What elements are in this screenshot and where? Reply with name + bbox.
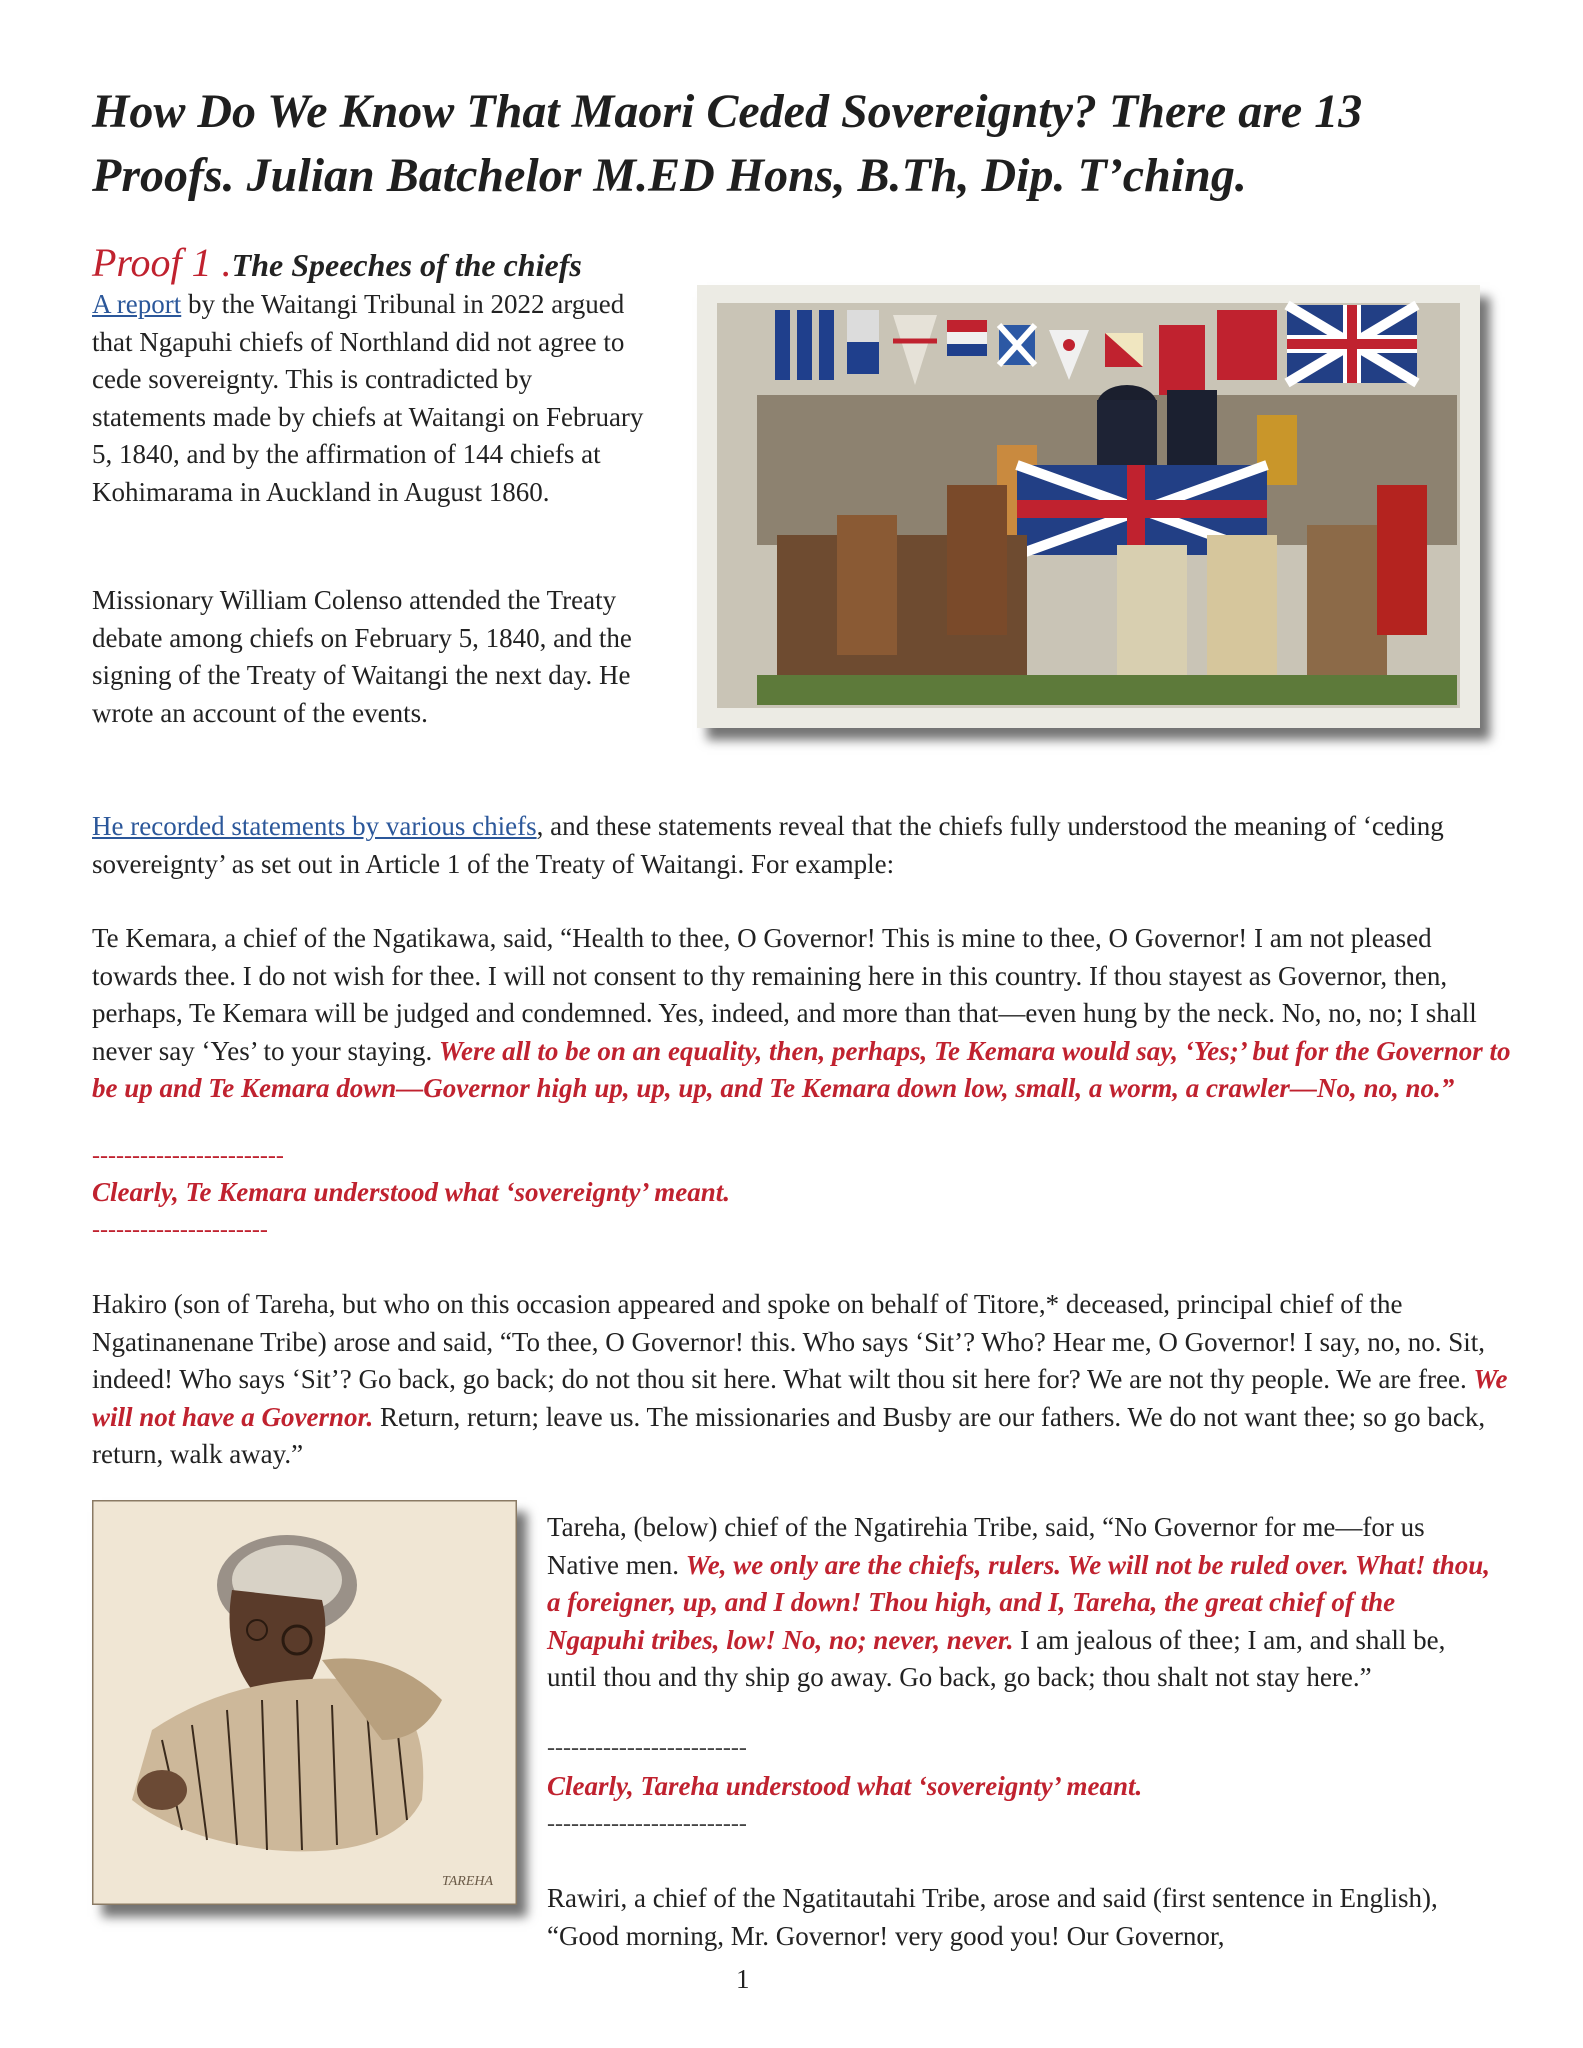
hakiro-paragraph: Hakiro (son of Tareha, but who on this occasion appeared and spoke on behalf of Titore,* deceased, principal chief of the Ngatinanenane Tribe) arose and said, “To thee, O Governor! this. Who says ‘Sit’? Who? Hear me, O Governor! I say, no, no. Sit, indeed! Who says ‘Sit’? Go back, go back; do not thou sit here. What wilt thou sit here for? We are not thy people. We are free. We will not have a Governor. Return, return; leave us. The missionaries and Busby are our fathers. We do not want thee; so go back, return, walk away.”: [92, 1289, 1508, 1469]
tareha-emphasis: We, we only are the chiefs, rulers. We will not be ruled over. What! thou, a foreigner, up, and I down! Thou high, and I, Tareha, the great chief of the Ngapuhi tribes, low! No, no; never, never.: [547, 1549, 1491, 1655]
rawiri-paragraph: Rawiri, a chief of the Ngatitautahi Tribe, arose and said (first sentence in English), “Good morning, Mr. Governor! very good you! Our Governor,: [547, 1883, 1438, 1951]
kemara-paragraph: Te Kemara, a chief of the Ngatikawa, said, “Health to thee, O Governor! This is mine to thee, O Governor! I am not pleased towards thee. I do not wish for thee. I will not consent to thy remaining here in this country. If thou stayest as Governor, then, perhaps, Te Kemara will be judged and condemned. Yes, indeed, and more than that—even hung by the neck. No, no, no; I shall never say ‘Yes’ to your staying. Were all to be on an equality, then, perhaps, Te Kemara would say, ‘Yes;’ but for the Governor to be up and Te Kemara down—Governor high up, up, up, and Te Kemara down low, small, a worm, a crawler—No, no, no.”: [92, 923, 1511, 1103]
tareha-portrait-image: [92, 1500, 517, 1905]
report-link[interactable]: A report: [92, 289, 182, 319]
divider: -------------------------: [547, 1811, 747, 1837]
divider: ----------------------: [92, 1217, 268, 1243]
treaty-signing-image: [697, 285, 1480, 728]
tareha-paragraph: Tareha, (below) chief of the Ngatirehia Tribe, said, “No Governor for me—for us Native men. We, we only are the chiefs, rulers. We will not be ruled over. What! thou, a foreigner, up, and I down! Thou high, and I, Tareha, the great chief of the Ngapuhi tribes, low! No, no; never, never. I am jealous of thee; I am, and shall be, until thou and thy ship go away. Go back, go back; thou shalt not stay here.”: [547, 1512, 1491, 1692]
tareha-conclusion: Clearly, Tareha understood what ‘sovereignty’ meant.: [547, 1771, 1143, 1801]
tareha-portrait: [92, 1500, 517, 1905]
recorded-paragraph: He recorded statements by various chiefs, and these statements reveal that the chiefs fully understood the meaning of ‘ceding sovereignty’ as set out in Article 1 of the Treaty of Waitangi. For example:: [92, 811, 1444, 879]
page-title: How Do We Know That Maori Ceded Sovereignty? There are 13 Proofs. Julian Batchelor M.ED Hons, B.Th, Dip. T’ching.: [92, 85, 1363, 202]
proof-1-title: The Speeches of the chiefs: [231, 247, 582, 283]
divider: -------------------------: [547, 1735, 747, 1761]
page-number: 1: [736, 1964, 750, 1994]
intro-paragraph: A report by the Waitangi Tribunal in 2022 argued that Ngapuhi chiefs of Northland did not agree to cede sovereignty. This is contradicted by statements made by chiefs at Waitangi on February 5, 1840, and by the affirmation of 144 chiefs at Kohimarama in Auckland in August 1860.: [92, 289, 644, 507]
recorded-statements-link[interactable]: He recorded statements by various chiefs: [92, 811, 537, 841]
kemara-emphasis: Were all to be on an equality, then, perhaps, Te Kemara would say, ‘Yes;’ but for the Governor to be up and Te Kemara down—Governor high up, up, up, and Te Kemara down low, small, a worm, a crawler—No, no, no.”: [92, 1035, 1511, 1103]
portrait-caption: TAREHA: [442, 1874, 494, 1889]
hakiro-emphasis: We will not have a Governor.: [92, 1364, 1508, 1432]
kemara-conclusion: Clearly, Te Kemara understood what ‘sovereignty’ meant.: [92, 1177, 730, 1207]
colenso-paragraph: Missionary William Colenso attended the Treaty debate among chiefs on February 5, 1840, and the signing of the Treaty of Waitangi the next day. He wrote an account of the events.: [92, 585, 632, 728]
treaty-signing-painting: [697, 285, 1480, 728]
proof-1-label: Proof 1 .: [92, 240, 232, 285]
divider: ------------------------: [92, 1143, 284, 1169]
